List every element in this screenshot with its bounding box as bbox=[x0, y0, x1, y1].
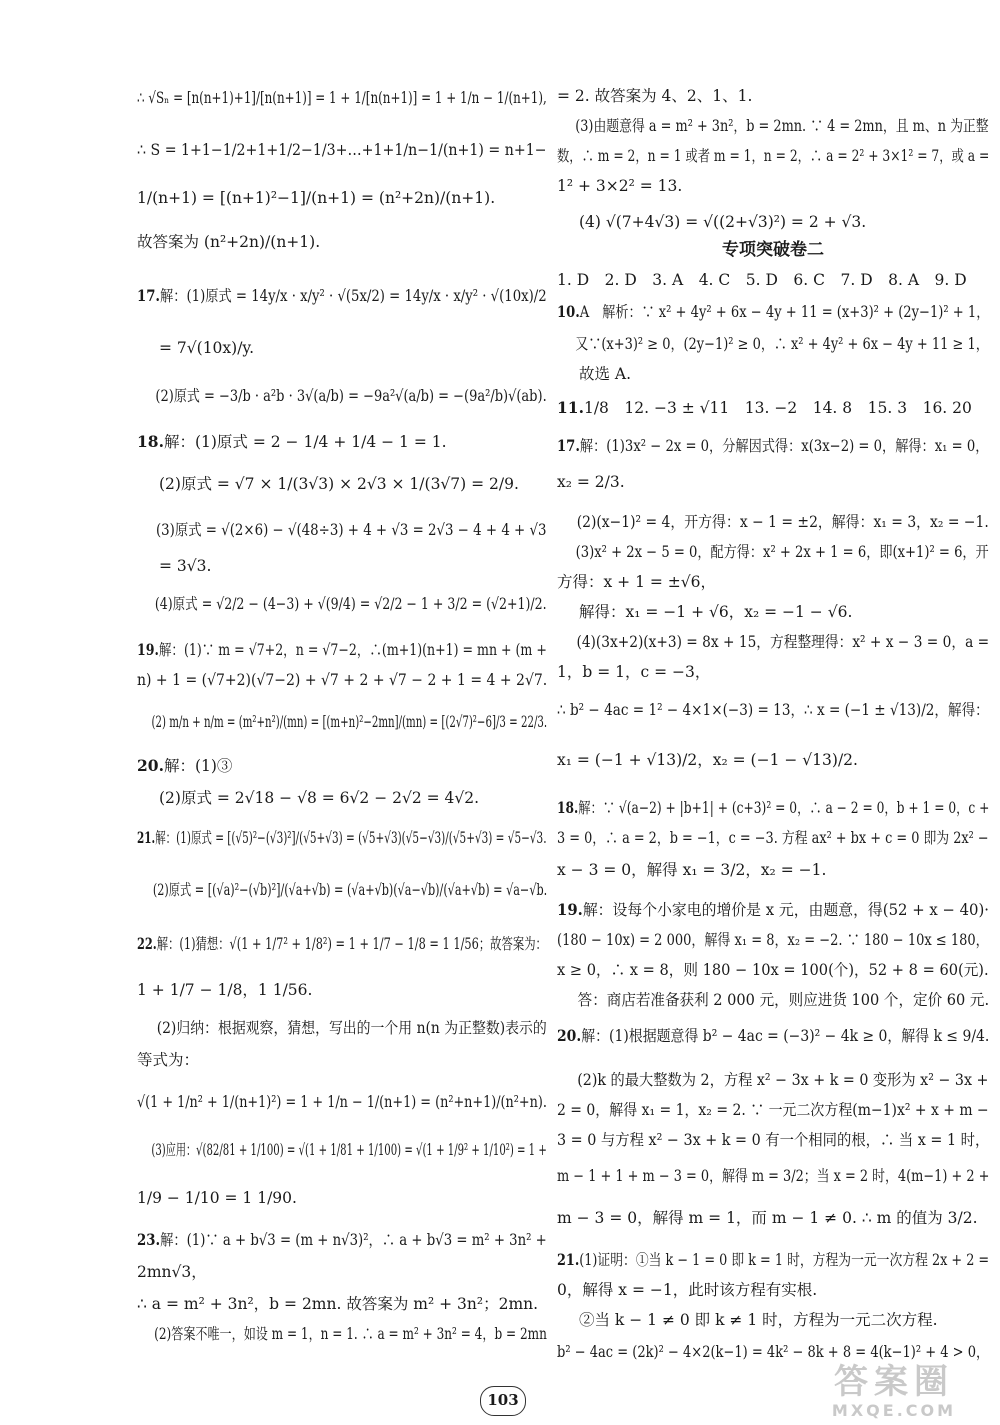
answer-text: 解：(1)∵ a + b√3 = (m + n√3)²，∴ a + b√3 = m² + 3n² + bbox=[160, 1231, 547, 1249]
answer-text: ∴ a = m² + 3n²，b = 2mn. 故答案为 m² + 3n²；2mn. bbox=[137, 1295, 539, 1313]
answer-line bbox=[137, 880, 547, 900]
answer-text: = 2. 故答案为 4、2、1、1. bbox=[557, 87, 753, 105]
answer-text: 1² + 3×2² = 13. bbox=[557, 177, 683, 195]
answer-text: √(1 + 1/n² + 1/(n+1)²) = 1 + 1/n − 1/(n+1) = (n²+n+1)/(n²+n). bbox=[137, 1093, 547, 1111]
answer-line bbox=[557, 1166, 989, 1186]
answer-line bbox=[137, 828, 547, 848]
answer-text: (3)应用：√(82/81 + 1/100) = √(1 + 1/81 + 1/100) = √(1 + 1/9² + 1/10²) = 1 + bbox=[151, 1141, 547, 1159]
answer-line bbox=[557, 116, 989, 136]
answer-text: ∴ b² − 4ac = 1² − 4×1×(−3) = 13，∴ x = (−1 ± √13)/2，解得： bbox=[557, 701, 989, 719]
watermark-text: 答案圈 bbox=[834, 1362, 954, 1402]
answer-line bbox=[137, 756, 232, 776]
page-number: 103 bbox=[480, 1386, 526, 1416]
answer-text: 解：∵ √(a−2) + |b+1| + (c+3)² = 0，∴ a − 2 = 0，b + 1 = 0，c + bbox=[578, 799, 990, 817]
answer-text: 解：(1)原式 = 2 − 1/4 + 1/4 − 1 = 1. bbox=[163, 433, 447, 451]
answer-line bbox=[557, 1280, 817, 1300]
answer-line bbox=[137, 934, 547, 954]
answer-text: m − 1 + 1 + m − 3 = 0，解得 m = 3/2；当 x = 2 时，4(m−1) + 2 + bbox=[557, 1167, 990, 1185]
question-number: 10. bbox=[557, 302, 580, 321]
answer-line bbox=[137, 712, 547, 732]
answer-line bbox=[137, 474, 519, 494]
answer-line bbox=[557, 828, 989, 848]
answer-text: 3 = 0，∴ a = 2，b = −1，c = −3. 方程 ax² + bx + c = 0 即为 2x² − bbox=[557, 829, 989, 847]
answer-line bbox=[557, 662, 710, 682]
answer-line bbox=[557, 602, 852, 622]
answer-text: = 7√(10x)/y. bbox=[159, 339, 255, 357]
answer-text: (4)原式 = √2/2 − (4−3) + √(9/4) = √2/2 − 1 + 3/2 = (√2+1)/2. bbox=[154, 595, 547, 613]
answer-line bbox=[137, 788, 479, 808]
answer-line bbox=[557, 472, 625, 492]
question-number: 11. bbox=[557, 398, 584, 417]
answer-line bbox=[557, 86, 752, 106]
question-number: 22. bbox=[137, 934, 157, 953]
answer-line bbox=[557, 900, 989, 920]
answer-line bbox=[557, 990, 989, 1010]
answer-text: 解：(1)猜想：√(1 + 1/7² + 1/8²) = 1 + 1/7 − 1/8 = 1 1/56；故答案为： bbox=[156, 935, 547, 953]
answer-text: = 3√3. bbox=[159, 557, 212, 575]
answer-text: 故选 A. bbox=[579, 365, 632, 383]
answer-text: 1/(n+1) = [(n+1)²−1]/(n+1) = (n²+2n)/(n+1). bbox=[137, 189, 496, 207]
answer-line bbox=[557, 176, 682, 196]
question-number: 19. bbox=[557, 900, 583, 919]
answer-line bbox=[557, 302, 989, 322]
answer-text: (2)原式 = √7 × 1/(3√3) × 2√3 × 1/(3√7) = 2/9. bbox=[159, 475, 519, 493]
answer-text: m − 3 = 0，解得 m = 1，而 m − 1 ≠ 0. ∴ m 的值为 3/2. bbox=[557, 1209, 978, 1227]
answer-line bbox=[557, 334, 989, 354]
answer-line bbox=[557, 700, 989, 720]
answer-text: (2)k 的最大整数为 2，方程 x² − 3x + k = 0 变形为 x² − 3x + bbox=[577, 1071, 989, 1089]
answer-line bbox=[137, 1324, 547, 1344]
answer-text: 又∵(x+3)² ≥ 0，(2y−1)² ≥ 0，∴ x² + 4y² + 6x − 4y + 11 ≥ 1， bbox=[575, 335, 989, 353]
answer-text: 数，∴ m = 2，n = 1 或者 m = 1，n = 2，∴ a = 2² + 3×1² = 7，或 a = bbox=[557, 147, 990, 165]
answer-text: 解得：x₁ = −1 + √6，x₂ = −1 − √6. bbox=[579, 603, 853, 621]
answer-line bbox=[557, 1250, 989, 1270]
question-number: 18. bbox=[557, 798, 579, 817]
answer-text: x₂ = 2/3. bbox=[557, 473, 625, 491]
answer-line bbox=[557, 542, 989, 562]
answer-line bbox=[137, 1092, 547, 1112]
answer-text: (2)归纳：根据观察，猜想，写出的一个用 n(n 为正整数)表示的 bbox=[156, 1019, 547, 1037]
answer-text: x ≥ 0，∴ x = 8，则 180 − 10x = 100(个)，52 + 8 = 60(元). bbox=[557, 961, 989, 979]
answer-line bbox=[557, 1130, 989, 1150]
answer-text: 2 = 0，解得 x₁ = 1，x₂ = 2. ∵ 一元二次方程(m−1)x² + x + m − bbox=[557, 1101, 989, 1119]
answer-text: (3)原式 = √(2×6) − √(48÷3) + 4 + √3 = 2√3 − 4 + 4 + √3 bbox=[155, 521, 547, 539]
question-number: 20. bbox=[557, 1026, 582, 1045]
answer-text: A 解析：∵ x² + 4y² + 6x − 4y + 11 = (x+3)² + (2y−1)² + 1， bbox=[579, 303, 990, 321]
answer-text: (2)原式 = −3/b · a²b · 3√(a/b) = −9a²√(a/b) = −(9a²/b)√(ab). bbox=[155, 387, 547, 405]
watermark-logo bbox=[794, 1363, 994, 1421]
question-number: 23. bbox=[137, 1230, 161, 1249]
answer-text: 故答案为 (n²+2n)/(n+1). bbox=[137, 233, 321, 251]
answer-line bbox=[557, 512, 989, 532]
answer-text: (2)(x−1)² = 4，开方得：x − 1 = ±2，解得：x₁ = 3，x₂ = −1. bbox=[576, 513, 989, 531]
answer-text: 解：(1)根据题意得 b² − 4ac = (−3)² − 4k ≥ 0，解得 k ≤ 9/4. bbox=[581, 1027, 990, 1045]
answer-text: (4) √(7+4√3) = √((2+√3)²) = 2 + √3. bbox=[579, 213, 867, 231]
answer-text: (2)原式 = [(√a)²−(√b)²]/(√a+√b) = (√a+√b)(√a−√b)/(√a+√b) = √a−√b. bbox=[152, 881, 548, 899]
question-number: 21. bbox=[137, 828, 156, 847]
answer-text: 解：(1)③ bbox=[163, 757, 233, 775]
question-number: 17. bbox=[557, 436, 580, 455]
answer-text: (2)原式 = 2√18 − √8 = 6√2 − 2√2 = 4√2. bbox=[159, 789, 480, 807]
answer-line bbox=[137, 556, 211, 576]
answer-text: x₁ = (−1 + √13)/2，x₂ = (−1 − √13)/2. bbox=[557, 751, 858, 769]
answer-line bbox=[137, 1050, 199, 1070]
answer-line bbox=[137, 594, 547, 614]
answer-line bbox=[557, 1100, 989, 1120]
question-number: 17. bbox=[137, 286, 161, 305]
answer-text: 等式为： bbox=[137, 1051, 200, 1069]
answer-line bbox=[557, 1342, 989, 1362]
answer-text: 解：(1)∵ m = √7+2，n = √7−2，∴(m+1)(n+1) = mn + (m + bbox=[158, 641, 547, 659]
answer-text: 方得：x + 1 = ±√6， bbox=[557, 573, 717, 591]
answer-text: ②当 k − 1 ≠ 0 即 k ≠ 1 时，方程为一元二次方程. bbox=[579, 1311, 938, 1329]
answer-line bbox=[137, 232, 320, 252]
answer-line bbox=[137, 338, 254, 358]
answer-line bbox=[137, 88, 547, 108]
answer-text: 1 + 1/7 − 1/8，1 1/56. bbox=[137, 981, 313, 999]
answer-line bbox=[557, 960, 989, 980]
answer-line bbox=[137, 386, 547, 406]
answer-line bbox=[137, 640, 547, 660]
answer-line bbox=[557, 1310, 938, 1330]
question-number: 20. bbox=[137, 756, 164, 775]
answer-text: 解：(1)原式 = [(√5)²−(√3)²]/(√5+√3) = (√5+√3)(√5−√3)/(√5+√3) = √5−√3. bbox=[155, 829, 547, 847]
answer-text: (2) m/n + n/m = (m²+n²)/(mn) = [(m+n)²−2mn]/(mn) = [(2√7)²−6]/3 = 22/3. bbox=[151, 713, 548, 731]
answer-line bbox=[137, 286, 547, 306]
answer-line bbox=[557, 398, 972, 418]
answer-line bbox=[137, 1230, 547, 1250]
answer-line bbox=[557, 930, 989, 950]
answer-line bbox=[557, 632, 989, 652]
answer-line bbox=[557, 436, 988, 456]
answer-line bbox=[557, 1208, 978, 1228]
answer-text: b² − 4ac = (2k)² − 4×2(k−1) = 4k² − 8k + 8 = 4(k−1)² + 4 > 0， bbox=[557, 1343, 990, 1361]
question-number: 21. bbox=[557, 1250, 580, 1269]
answer-line bbox=[137, 1018, 547, 1038]
answer-line bbox=[137, 980, 312, 1000]
answer-text: 0，解得 x = −1，此时该方程有实根. bbox=[557, 1281, 818, 1299]
answer-line bbox=[137, 1262, 207, 1282]
answer-text: 1，b = 1，c = −3， bbox=[557, 663, 711, 681]
section-title: 专项突破卷二 bbox=[722, 240, 824, 260]
answer-line bbox=[137, 670, 547, 690]
answer-text: ∴ S = 1+1−1/2+1+1/2−1/3+…+1+1/n−1/(n+1) = n+1− bbox=[137, 141, 547, 159]
answer-line bbox=[557, 212, 866, 232]
answer-text: (1)证明：①当 k − 1 = 0 即 k = 1 时，方程为一元一次方程 2x + 2 = bbox=[579, 1251, 990, 1269]
answer-text: 解：(1)3x² − 2x = 0，分解因式得：x(3x−2) = 0，解得：x₁ = 0， bbox=[579, 437, 989, 455]
answer-line bbox=[557, 572, 716, 592]
answer-text: 3 = 0 与方程 x² − 3x + k = 0 有一个相同的根，∴ 当 x = 1 时， bbox=[557, 1131, 990, 1149]
answer-line bbox=[557, 798, 989, 818]
answer-line bbox=[137, 1188, 297, 1208]
question-number: 19. bbox=[137, 640, 159, 659]
answer-text: 解：(1)原式 = 14y/x · x/y² · √(5x/2) = 14y/x · x/y² · √(10x)/2 bbox=[160, 287, 547, 305]
question-number: 18. bbox=[137, 432, 164, 451]
answer-text: (2)答案不唯一，如设 m = 1，n = 1. ∴ a = m² + 3n² = 4，b = 2mn bbox=[154, 1325, 547, 1343]
answer-text: ∴ √Sₙ = [n(n+1)+1]/[n(n+1)] = 1 + 1/[n(n+1)] = 1 + 1/n − 1/(n+1), bbox=[137, 89, 547, 107]
answer-line bbox=[137, 1140, 547, 1160]
answer-line bbox=[137, 140, 547, 160]
answer-line bbox=[557, 860, 826, 880]
answer-text: 答：商店若准备获利 2 000 元，则应进货 100 个，定价 60 元. bbox=[577, 991, 990, 1009]
answer-line bbox=[557, 1026, 989, 1046]
answer-text: 1/9 − 1/10 = 1 1/90. bbox=[137, 1189, 297, 1207]
answer-text: 解：设每个小家电的增价是 x 元，由题意，得(52 + x − 40)· bbox=[582, 901, 990, 919]
watermark-url: MXQE.COM bbox=[831, 1401, 957, 1420]
answer-line bbox=[557, 750, 858, 770]
answer-line bbox=[557, 364, 631, 384]
answer-line bbox=[137, 188, 495, 208]
answer-text: (3)x² + 2x − 5 = 0，配方得：x² + 2x + 1 = 6，即(x+1)² = 6，开 bbox=[575, 543, 989, 561]
answer-text: 2mn√3， bbox=[137, 1263, 207, 1281]
answer-text: 1. D 2. D 3. A 4. C 5. D 6. C 7. D 8. A 9. D bbox=[557, 271, 967, 289]
answer-text: (3)由题意得 a = m² + 3n²，b = 2mn. ∵ 4 = 2mn，且 m、n 为正整 bbox=[575, 117, 989, 135]
answer-line bbox=[137, 432, 447, 452]
answer-line bbox=[557, 1070, 988, 1090]
answer-line bbox=[557, 146, 989, 166]
answer-text: (180 − 10x) = 2 000，解得 x₁ = 8，x₂ = −2. ∵ 180 − 10x ≤ 180， bbox=[557, 931, 989, 949]
answer-text: (4)(3x+2)(x+3) = 8x + 15，方程整理得：x² + x − 3 = 0，a = bbox=[576, 633, 990, 651]
answer-text: n) + 1 = (√7+2)(√7−2) + √7 + 2 + √7 − 2 + 1 = 4 + 2√7. bbox=[137, 671, 548, 689]
answer-line bbox=[557, 270, 967, 290]
answer-line bbox=[137, 520, 546, 540]
answer-text: x − 3 = 0，解得 x₁ = 3/2，x₂ = −1. bbox=[557, 861, 827, 879]
answer-text: 1/8 12. −3 ± √11 13. −2 14. 8 15. 3 16. 20 bbox=[583, 399, 972, 417]
answer-line bbox=[137, 1294, 538, 1314]
